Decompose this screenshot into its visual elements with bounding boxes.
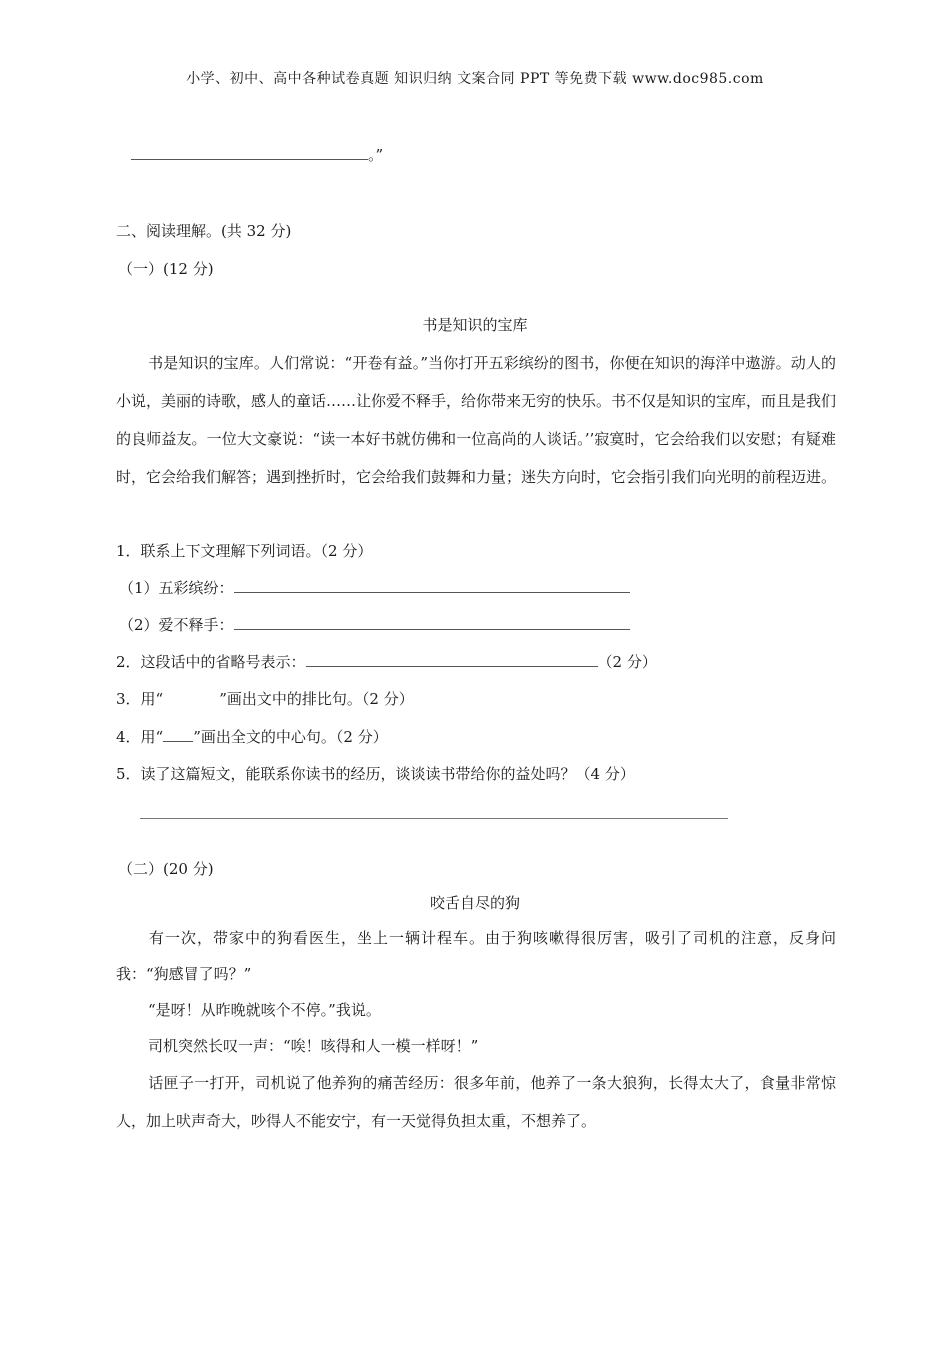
passage2-paragraph-3 <box>116 1028 836 1064</box>
continued-answer-line <box>131 144 383 165</box>
question-1b <box>119 614 630 635</box>
passage2-paragraph-2 <box>116 992 836 1028</box>
passage2-title: 咬舌自尽的狗 <box>429 894 520 912</box>
question-4 <box>116 726 388 747</box>
question-1b-label: （2）爱不释手： <box>119 616 234 634</box>
question-2-text: 2．这段话中的省略号表示： <box>116 653 306 671</box>
passage2-paragraph-1 <box>116 920 836 992</box>
passage2-p2-text: “是呀！从昨晚就咳个不停。”我说。 <box>148 1001 381 1019</box>
passage1-paragraph <box>116 344 836 496</box>
underline-sample <box>163 740 193 742</box>
question-5: 5．读了这篇短文，能联系你读书的经历，谈谈读书带给你的益处吗？（4 分） <box>116 765 635 783</box>
question-3-text-b: ”画出文中的排比句。（2 分） <box>219 690 414 708</box>
question-1: 1．联系上下文理解下列词语。（2 分） <box>116 542 373 560</box>
question-1a <box>119 577 630 598</box>
answer-blank[interactable] <box>234 591 630 593</box>
passage2-p1-text: 有一次，带家中的狗看医生，坐上一辆计程车。由于狗咳嗽得很厉害，吸引了司机的注意，反身问我：“狗感冒了吗？” <box>116 929 836 983</box>
question-3 <box>116 688 414 709</box>
answer-blank[interactable] <box>140 818 728 819</box>
question-1a-label: （1）五彩缤纷： <box>119 579 234 597</box>
question-2 <box>116 651 657 672</box>
question-2-score: （2 分） <box>597 653 657 671</box>
passage2-p3-text: 司机突然长叹一声：“唉！咳得和人一模一样呀！” <box>148 1037 479 1055</box>
question-4-text-a: 4．用“ <box>116 728 164 746</box>
passage1-text: 书是知识的宝库。人们常说：“开卷有益。”当你打开五彩缤纷的图书，你便在知识的海洋中遨游。动人的小说，美丽的诗歌，感人的童话……让你爱不释手，给你带来无穷的快乐。书不仅是知识的宝库，而且是我们的良师益友。一位大文豪说：“读一本好书就仿佛和一位高尚的人谈话。’’寂寞时，它会给我们以安慰；有疑难时，它会给我们解答；遇到挫折时，它会给我们鼓舞和力量；迷失方向时，它会指引我们向光明的前程迈进。 <box>116 354 837 486</box>
answer-line-tail: 。” <box>368 146 384 164</box>
section-heading: 二、阅读理解。(共 32 分) <box>116 222 292 240</box>
passage2-p4-text: 话匣子一打开，司机说了他养狗的痛苦经历：很多年前，他养了一条大狼狗，长得太大了，食量非常惊人，加上吠声奇大，吵得人不能安宁，有一天觉得负担太重，不想养了。 <box>116 1074 836 1130</box>
answer-blank[interactable] <box>131 158 368 160</box>
passage2-paragraph-4 <box>116 1064 836 1140</box>
page-header: 小学、初中、高中各种试卷真题 知识归纳 文案合同 PPT 等免费下载 www.doc985.com <box>186 71 764 87</box>
answer-blank[interactable] <box>306 665 598 667</box>
part1-label: （一）(12 分) <box>118 260 214 278</box>
part2-label: （二）(20 分) <box>118 860 214 878</box>
answer-blank[interactable] <box>234 628 630 630</box>
question-4-text-b: ”画出全文的中心句。（2 分） <box>193 728 388 746</box>
passage1-title: 书是知识的宝库 <box>422 316 528 334</box>
question-3-text-a: 3．用“ <box>116 690 164 708</box>
